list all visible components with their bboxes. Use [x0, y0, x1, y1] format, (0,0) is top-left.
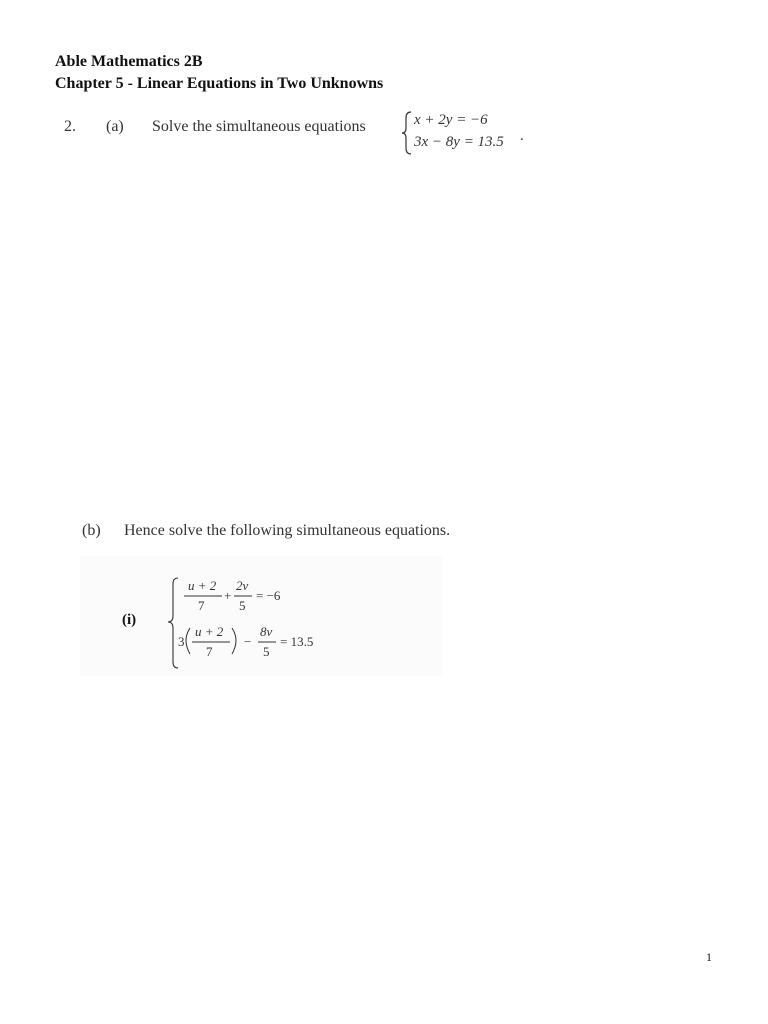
question-2a	[62, 110, 522, 156]
sub-question-label: (i)	[122, 612, 137, 628]
eq1-numerator-1: u + 2	[188, 578, 217, 593]
left-brace-icon	[400, 110, 414, 156]
question-number: 2.	[64, 118, 76, 135]
right-paren-icon	[232, 628, 236, 654]
chapter-title: Chapter 5 - Linear Equations in Two Unknowns	[55, 75, 384, 92]
part-a-text: Solve the simultaneous equations	[152, 118, 366, 135]
eq2-numerator-2: 8v	[260, 624, 273, 639]
eq1-denominator-1: 7	[198, 598, 205, 613]
eq2-operator: −	[244, 634, 252, 649]
left-paren-icon	[186, 628, 190, 654]
equation-1: x + 2y = −6	[414, 112, 488, 128]
eq2-coefficient: 3	[178, 634, 185, 649]
eq2-denominator-1: 7	[206, 644, 213, 659]
part-b-label: (b)	[82, 522, 101, 539]
part-b-text: Hence solve the following simultaneous equations.	[124, 522, 451, 539]
eq2-rhs: = 13.5	[280, 634, 314, 649]
eq1-denominator-2: 5	[239, 598, 246, 613]
eq1-operator: +	[224, 588, 232, 603]
equation-system-b	[164, 574, 404, 674]
eq2-numerator-1: u + 2	[195, 624, 224, 639]
part-a-equation-system	[400, 110, 524, 156]
equation-2: 3x − 8y = 13.5	[414, 134, 504, 150]
eq2-denominator-2: 5	[263, 644, 270, 659]
page-number: 1	[706, 950, 712, 964]
eq1-numerator-2: 2v	[236, 578, 249, 593]
part-b-equations-figure	[80, 556, 442, 676]
left-brace-icon	[168, 578, 178, 668]
book-title: Able Mathematics 2B	[55, 53, 203, 70]
trailing-period: .	[520, 128, 524, 144]
part-a-label: (a)	[106, 118, 124, 135]
eq1-rhs: = −6	[256, 588, 281, 603]
